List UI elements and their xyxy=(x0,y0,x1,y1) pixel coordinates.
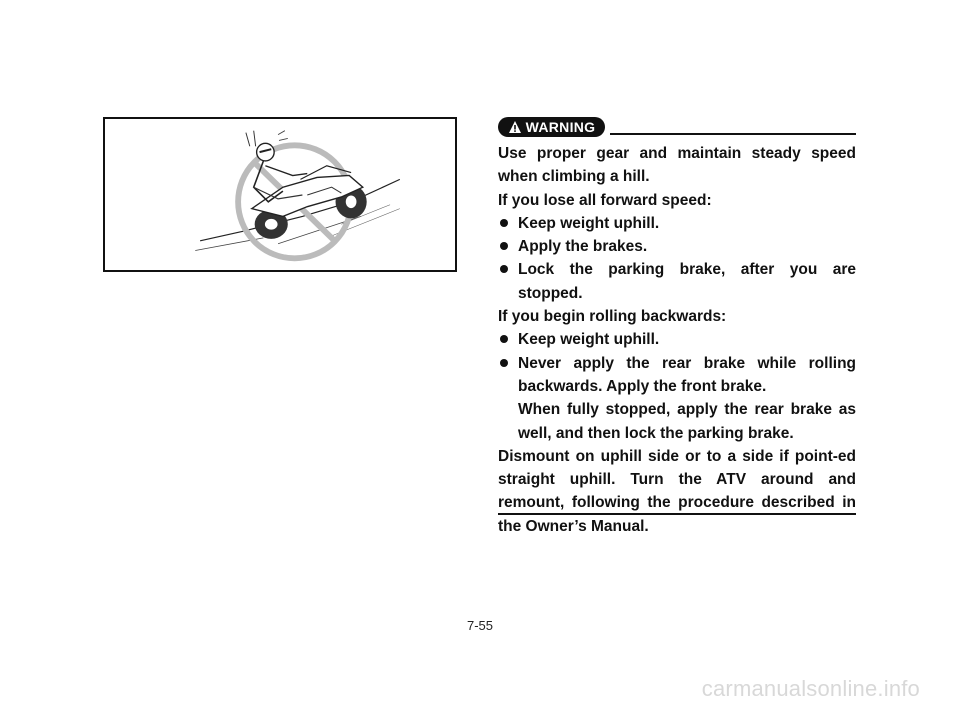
warning-label: WARNING xyxy=(525,119,596,135)
bullet-icon xyxy=(498,258,518,305)
atv-hill-illustration xyxy=(103,117,457,272)
list-item-text: Keep weight uphill. xyxy=(518,331,660,349)
rolling-heading: If you begin rolling backwards: xyxy=(498,308,727,326)
warning-body xyxy=(498,142,856,538)
list-item xyxy=(498,328,856,351)
list-item xyxy=(498,212,856,235)
rolling-followup: When fully stopped, apply the rear brake as well, and then lock the parking brake. xyxy=(518,401,856,442)
warning-triangle-icon xyxy=(508,120,522,134)
list-item-text: Lock the parking brake, after you are stopped. xyxy=(518,261,856,302)
warning-header xyxy=(498,117,856,137)
page-number: 7-55 xyxy=(466,618,494,633)
list-item xyxy=(498,235,856,258)
list-item-text: Never apply the rear brake while rolling backwards. Apply the front brake. xyxy=(518,354,856,395)
bullet-icon xyxy=(498,352,518,399)
bullet-icon xyxy=(498,328,518,351)
lost-speed-heading: If you lose all forward speed: xyxy=(498,191,712,209)
list-item xyxy=(498,258,856,305)
list-item xyxy=(498,352,856,399)
bullet-icon xyxy=(498,235,518,258)
bullet-icon xyxy=(498,212,518,235)
list-item-text: Apply the brakes. xyxy=(518,238,648,256)
dismount-instructions: Dismount on uphill side or to a side if point-ed straight uphill. Turn the ATV around and remount, following the procedure described in the Owner’s Manual. xyxy=(498,447,856,535)
watermark: carmanualsonline.info xyxy=(701,676,920,701)
list-item-text: Keep weight uphill. xyxy=(518,214,660,232)
atv-climbing-hill-prohibited-illustration xyxy=(105,119,455,270)
warning-header-rule xyxy=(610,133,856,135)
warning-intro: Use proper gear and maintain steady speed when climbing a hill. xyxy=(498,145,856,186)
warning-bottom-rule xyxy=(498,513,856,515)
warning-badge xyxy=(498,117,605,137)
